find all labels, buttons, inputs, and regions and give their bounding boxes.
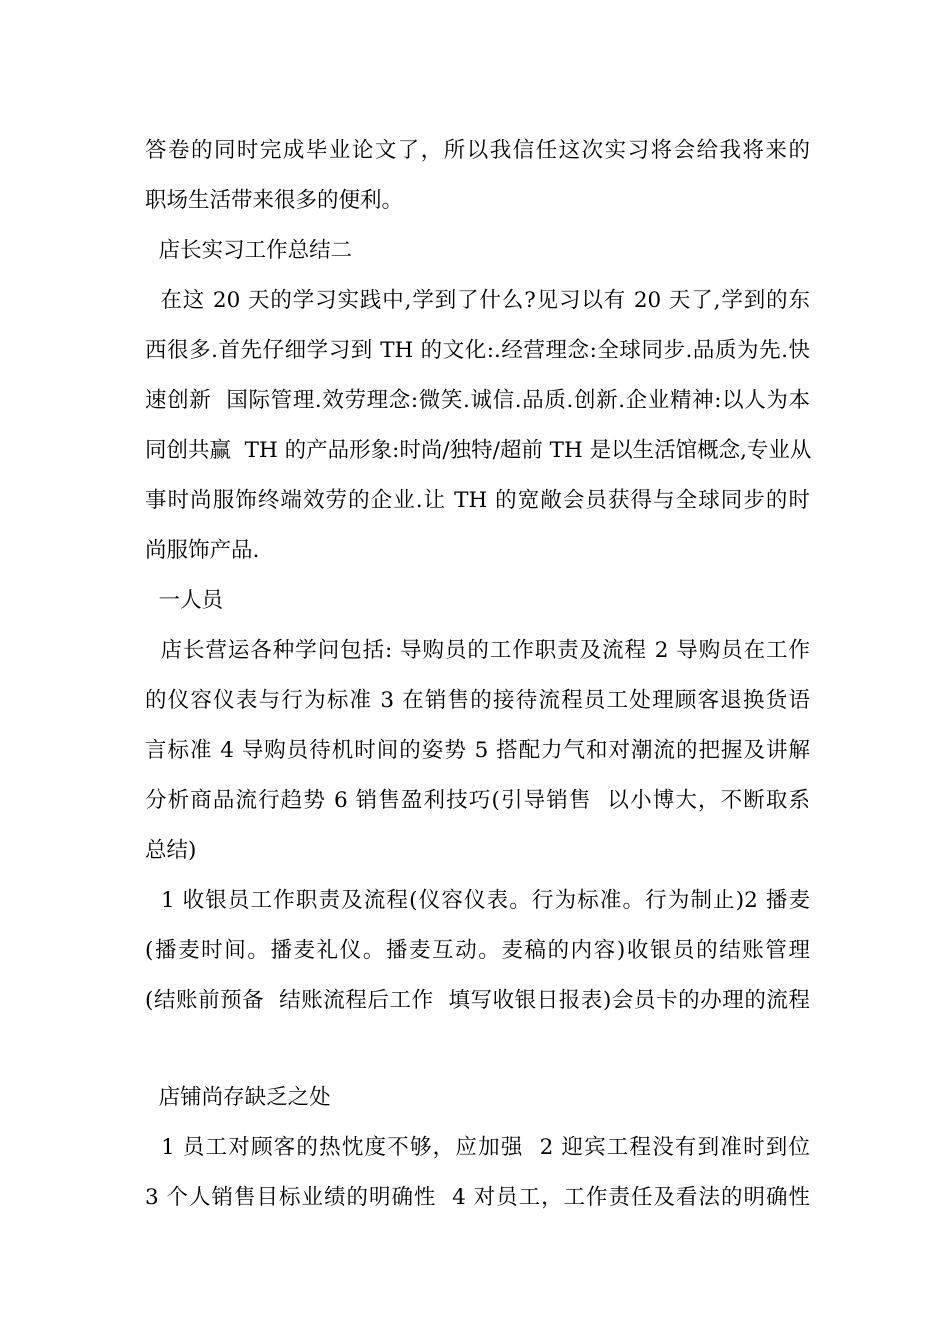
text-line: 言标准 4 导购员待机时间的姿势 5 搭配力气和对潮流的把握及讲解 xyxy=(145,738,810,763)
section-heading: 一人员 xyxy=(145,588,224,613)
text-line: 职场生活带来很多的便利。 xyxy=(145,188,404,213)
text-line: 在这 20 天的学习实践中,学到了什么?见习以有 20 天了,学到的东 xyxy=(145,288,810,313)
text-line: 的仪容仪表与行为标准 3 在销售的接待流程员工处理顾客退换货语 xyxy=(145,688,810,713)
text-line: 3 个人销售目标业绩的明确性 4 对员工，工作责任及看法的明确性 xyxy=(145,1185,810,1210)
text-line: 答卷的同时完成毕业论文了，所以我信任这次实习将会给我将来的 xyxy=(145,138,810,163)
text-line: 1 收银员工作职责及流程(仪容仪表。行为标准。行为制止)2 播麦 xyxy=(145,888,810,913)
section-heading: 店铺尚存缺乏之处 xyxy=(145,1085,331,1110)
section-heading: 店长实习工作总结二 xyxy=(145,238,353,263)
text-line: (播麦时间。播麦礼仪。播麦互动。麦稿的内容)收银员的结账管理 xyxy=(145,938,810,963)
text-line: (结账前预备 结账流程后工作 填写收银日报表)会员卡的办理的流程 xyxy=(145,988,810,1013)
text-line: 总结) xyxy=(145,838,197,863)
text-line: 尚服饰产品. xyxy=(145,538,260,563)
text-line: 分析商品流行趋势 6 销售盈利技巧(引导销售 以小博大，不断取系 xyxy=(145,788,810,813)
text-line: 速创新 国际管理.效劳理念:微笑.诚信.品质.创新.企业精神:以人为本 xyxy=(145,388,810,413)
text-line: 事时尚服饰终端效劳的企业.让 TH 的宽敞会员获得与全球同步的时 xyxy=(145,488,810,513)
text-line: 西很多.首先仔细学习到 TH 的文化:.经营理念:全球同步.品质为先.快 xyxy=(145,338,810,363)
text-line: 1 员工对顾客的热忱度不够，应加强 2 迎宾工程没有到准时到位 xyxy=(145,1135,810,1160)
text-line: 同创共赢 TH 的产品形象:时尚/独特/超前 TH 是以生活馆概念,专业从 xyxy=(145,438,812,463)
text-line: 店长营运各种学问包括: 导购员的工作职责及流程 2 导购员在工作 xyxy=(145,638,810,663)
